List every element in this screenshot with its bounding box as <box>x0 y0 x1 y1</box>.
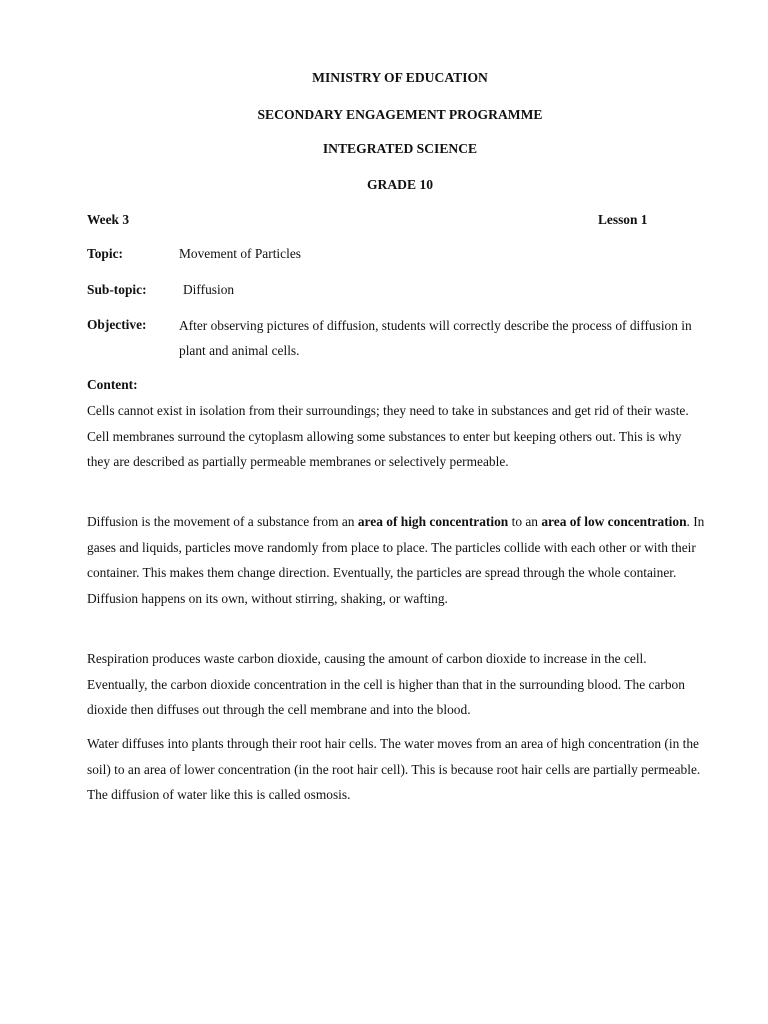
objective-label: Objective: <box>87 317 147 332</box>
content-paragraph-diffusion <box>87 509 707 611</box>
objective-text: After observing pictures of diffusion, students will correctly describe the process of diffusion in plant and animal cells. <box>179 317 692 358</box>
grade-heading: GRADE 10 <box>366 177 434 192</box>
diffusion-text-3: . In gases and liquids, particles move randomly from place to place. The particles collide with each other or with their container. This makes them change direction. Eventually, the particles are spread through the whole container. Diffusion happens on its own, without stirring, shaking, or wafting. <box>87 514 705 606</box>
topic-value: Movement of Particles <box>179 246 301 261</box>
subtopic-label: Sub-topic: <box>87 282 147 297</box>
content-paragraph-osmosis: Water diffuses into plants through their root hair cells. The water moves from an area of high concentration (in the soil) to an area of lower concentration (in the root hair cell). This is because root hair cells are partially permeable. The diffusion of water like this is called osmosis. <box>87 736 701 802</box>
lesson-label: Lesson 1 <box>598 212 648 227</box>
programme-heading: SECONDARY ENGAGEMENT PROGRAMME <box>257 107 543 122</box>
diffusion-text-1: Diffusion is the movement of a substance from an <box>87 514 358 529</box>
content-paragraph-respiration: Respiration produces waste carbon dioxide, causing the amount of carbon dioxide to increase in the cell. Eventually, the carbon dioxide concentration in the cell is higher than that in the surrounding blood. The carbon dioxide then diffuses out through the cell membrane and into the blood. <box>87 651 685 717</box>
diffusion-bold-low: area of low concentration <box>541 514 687 529</box>
subject-heading: INTEGRATED SCIENCE <box>322 141 478 156</box>
topic-label: Topic: <box>87 246 123 261</box>
ministry-heading: MINISTRY OF EDUCATION <box>312 70 488 85</box>
content-paragraph-cells: Cells cannot exist in isolation from their surroundings; they need to take in substances and get rid of their waste. Cell membranes surround the cytoplasm allowing some substances to enter but keeping others out. This is why they are described as partially permeable membranes or selectively permeable. <box>87 403 689 469</box>
subtopic-value: Diffusion <box>183 282 235 297</box>
diffusion-bold-high: area of high concentration <box>357 514 509 529</box>
diffusion-text-2: to an <box>508 514 542 529</box>
week-label: Week 3 <box>87 212 130 227</box>
content-label: Content: <box>87 377 138 392</box>
